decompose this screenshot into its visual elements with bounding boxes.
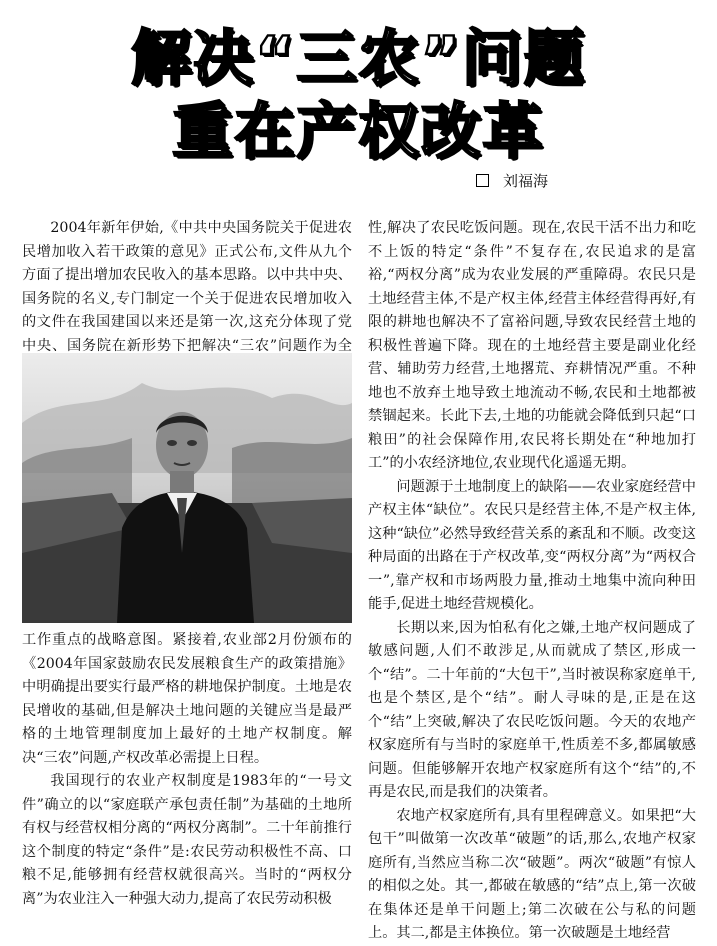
paragraph: 工作重点的战略意图。紧接着,农业部2月份颁布的《2004年国家鼓励农民发展粮食生产的政策措施》中明确提出要实行最严格的耕地保护制度。土地是农民增收的基础,但是解决土地问题的关键应当是最严格的土地管理制度加上最好的土地产权制度。解决“三农”问题,产权改革必需提上日程。 xyxy=(22,632,352,766)
paragraph: 长期以来,因为怕私有化之嫌,土地产权问题成了敏感问题,人们不敢涉足,从而就成了禁区,形成一个“结”。二十年前的“大包干”,当时被误称家庭单干,也是个禁区,是个“结”。耐人寻味的是,正是在这个“结”上突破,解决了农民吃饭问题。今天的农地产权家庭所有与当时的家庭单干,性质差不多,都属敏感问题。但能够解开农地产权家庭所有这个“结”的,不再是农民,而是我们的决策者。 xyxy=(368,619,696,800)
title-line-2: 重在产权改革 xyxy=(172,97,545,167)
portrait-image xyxy=(22,353,352,623)
author-name: 刘福海 xyxy=(503,172,549,190)
paragraph: 问题源于土地制度上的缺陷——农业家庭经营中产权主体“缺位”。农民只是经营主体,不是产权主体,这种“缺位”必然导致经营关系的紊乱和不顺。改变这种局面的出路在于产权改革,变“两权分离”为“两权合一”,靠产权和市场两股力量,推动土地集中流向种田能手,促进土地经营规模化。 xyxy=(368,478,696,612)
square-box-icon xyxy=(476,174,489,187)
portrait-photo xyxy=(22,353,352,623)
right-column xyxy=(368,217,696,946)
paragraph: 我国现行的农业产权制度是1983年的“一号文件”确立的以“家庭联产承包责任制”为基础的土地所有权与经营权相分离的“两权分离制”。二十年前推行这个制度的特定“条件”是:农民劳动积极性不高、口粮不足,能够拥有经营权就很高兴。当时的“两权分离”为农业注入一种强大动力,提高了农民劳动积极 xyxy=(22,773,352,907)
paragraph: 2004年新年伊始,《中共中央国务院关于促进农民增加收入若干政策的意见》正式公布,文件从九个方面了提出增加农民收入的基本思路。以中共中央、国务院的名义,专门制定一个关于促进农民增加收入的文件在我国建国以来还是第一次,这充分体现了党中央、国务院在新形势下把解决“三农”问题作为全 xyxy=(22,220,352,354)
title-line-1: 解决“三农”问题 xyxy=(131,24,586,94)
left-column-bottom xyxy=(22,629,352,911)
paragraph: 农地产权家庭所有,具有里程碑意义。如果把“大包干”叫做第一次改革“破题”的话,那么,农地产权家庭所有,当然应当称二次“破题”。两次“破题”有惊人的相似之处。其一,都破在敏感的“结”点上,第一次破在集体还是单干问题上;第二次破在公与私的问题上。其二,都是主体换位。第一次破题是土地经营 xyxy=(368,807,696,941)
byline xyxy=(476,170,548,191)
paragraph: 性,解决了农民吃饭问题。现在,农民干活不出力和吃不上饭的特定“条件”不复存在,农民追求的是富裕,“两权分离”成为农业发展的严重障碍。农民只是土地经营主体,不是产权主体,经营主体经营得再好,有限的耕地也解决不了富裕问题,导致农民经营土地的积极性普遍下降。现在的土地经营主要是副业化经营、辅助劳力经营,土地撂荒、弃耕情况严重。不种地也不放弃土地导致土地流动不畅,农民和土地都被禁锢起来。长此下去,土地的功能就会降低到只起“口粮田”的社会保障作用,农民将长期处在“种地加打工”的小农经济地位,农业现代化遥遥无期。 xyxy=(368,220,696,471)
